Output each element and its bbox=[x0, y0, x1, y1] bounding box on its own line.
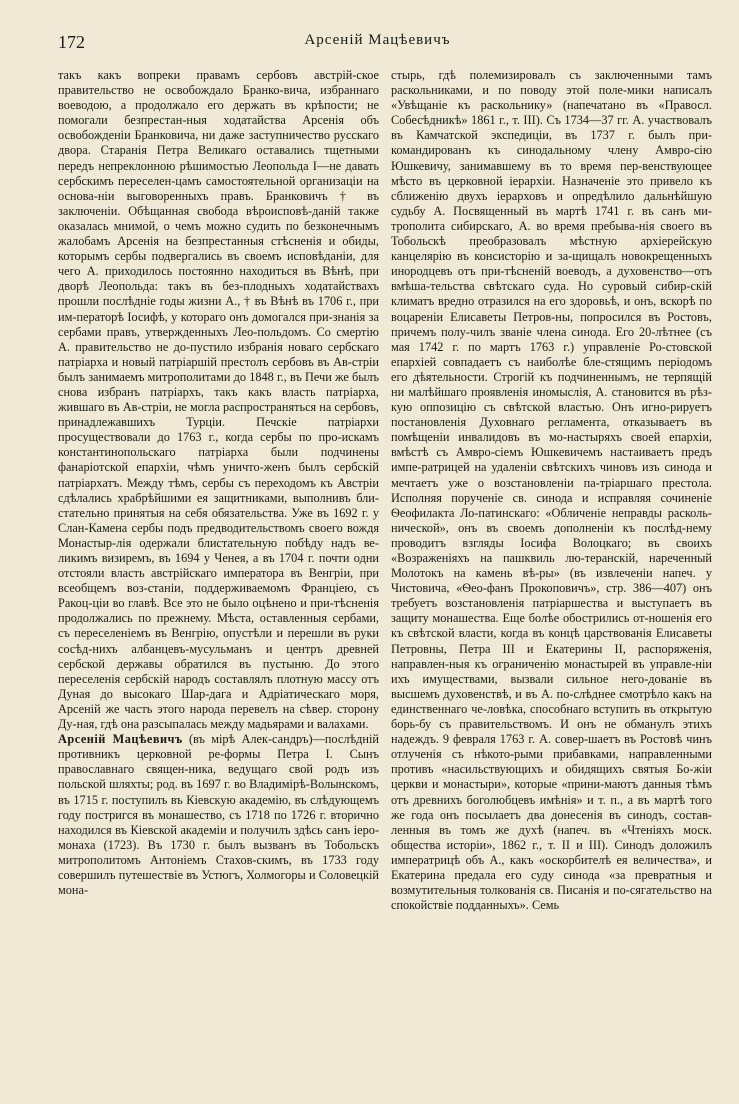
right-column bbox=[391, 68, 712, 1078]
left-column bbox=[58, 68, 379, 1078]
page-header bbox=[58, 32, 697, 56]
text-columns bbox=[58, 68, 712, 1078]
page-number: 172 bbox=[58, 32, 85, 52]
entry-text: (въ мірѣ Алек-сандръ)—послѣдній противникъ церковной ре-формы Петра I. Сынъ православнаго священ-ника, ведущаго свой родъ изъ польской шляхты; род. въ 1697 г. во Владимірѣ-Волынскомъ, въ 1715 г. поступилъ въ Кіевскую академію, въ слѣдующемъ году постригся въ монашество, съ 1718 по 1726 г. вторично находился въ Кіевской академіи и получилъ здѣсь санъ іеро-монаха (1723). Въ 1730 г. былъ вызванъ въ Тобольскъ митрополитомъ Антоніемъ Стахов-скимъ, въ 1733 году совершилъ путешествіе въ Устюгъ, Холмогоры и Соловецкій мона- bbox=[58, 732, 379, 898]
entry-headword: Арсеній Мацѣевичъ bbox=[58, 732, 183, 747]
left-paragraph-2 bbox=[58, 732, 379, 898]
left-paragraph-1: такъ какъ вопреки правамъ сербовъ австрій-ское правительство не освобождало Бранко-вича, избраннаго воеводою, а продолжало его держать въ крѣпости; не помогали безпрестан-ныя ходатайства Арсенія объ освобожденіи Бранковича, ни даже заступничество русскаго двора. Старанія Петра Великаго оставались тщетными передъ непреклонною рѣшимостью Леопольда I—не давать сербскимъ переселен-цамъ самостоятельной организаціи на основа-ніи выговоренныхъ правъ. Бранковичъ † въ заключеніи. Обѣщанная свобода вѣроисповѣ-даній также оказалась мнимой, о чемъ можно судить по безконечнымъ жалобамъ Арсенія на безпрестанныя стѣсненія и обиды, которымъ сербы подвергались въ своемъ исповѣданіи, для чего А. приходилось постоянно находиться въ Вѣнѣ, при дворѣ Леопольда: такъ въ без-плодныхъ ходатайствахъ прошли послѣдніе годы жизни А., † въ Вѣнѣ въ 1706 г., при им-ператорѣ Іосифѣ, у котораго онъ домогался при-знанія за сербами правъ, утвержденныхъ Лео-польдомъ. Со смертію А. правительство не до-пустило избранія новаго сербскаго патріарха и новый патріаршій престолъ сербовъ въ Ав-стріи былъ занимаемъ митрополитами до 1848 г., въ Печи же былъ снова избранъ патріархъ, такъ какъ власть патріарха, жившаго въ Ав-стріи, не могла распространяться на сербовъ, принадлежавшихъ Турціи. Печскіе патріархи просуществовали до 1763 г., когда сербы по про-искамъ константинопольскаго патріарха были подчинены фанаріотской епархіи, чѣмъ уничто-женъ былъ сербскій патріархатъ. Между тѣмъ, сербы съ переходомъ къ Австріи сдѣлались храбрѣйшими ея защитниками, выполнивъ бли-стательно принятыя на себя обязательства. Уже въ 1692 г. у Слан-Камена сербы подъ предводительствомъ своего вождя Монастыр-лія одержали блистательную побѣду надъ ве-ликимъ визиремъ, въ 1694 у Ченея, а въ 1704 г. почти одни отстояли власть австрійскаго императора въ Венгріи, при всеобщемъ воз-станіи, поддерживаемомъ Франціею, съ Ракоц-ціи во главѣ. Все это не было оцѣнено и при-тѣсненія продолжались по прежнему. Мѣста, оставленныя сербами, съ переселеніемъ въ Венгрію, опустѣли и перешли въ руки сосѣд-нихъ албанцевъ-мусульманъ и центръ древней сербской державы обратился въ пустыню. До этого переселенія сербскій народъ составлялъ плотную массу отъ Дуная до высокаго Шар-дага и Адріатическаго моря, Арсеній же часть этого народа перевелъ на сѣвер. сторону Ду-ная, гдѣ она разсыпалась между мадьярами и валахами. bbox=[58, 68, 379, 732]
running-title: Арсеній Мацѣевичъ bbox=[304, 32, 451, 48]
right-paragraph-1: стырь, гдѣ полемизировалъ съ заключенными тамъ раскольниками, и по поводу этой поле-мики написалъ «Увѣщаніе къ раскольнику» (напечатано въ «Правосл. Собесѣдникѣ» 1861 г., т. III). Съ 1734—37 гг. А. участвовалъ въ Камчатской экспедиціи, въ 1737 г. былъ при-командированъ къ синодальному члену Амвро-сію Юшкевичу, занимавшему въ то время пер-венствующее мѣсто въ церковной іерархіи. Назначеніе это привело къ сближенію двухъ іерарховъ и опредѣлило дальнѣйшую судьбу А. Посвященный въ мартѣ 1741 г. въ санъ ми-трополита сибирскаго, А. во время пребыва-нія своего въ Тобольскѣ преобразовалъ мѣстную архіерейскую канцелярію въ консисторію и за-щищалъ новокрещенныхъ инородцевъ отъ при-тѣсненій воеводъ, а духовенство—отъ вмѣша-тельства свѣтскаго суда. Но суровый сибир-скій климатъ вредно отразился на его здоровьѣ, и онъ, вскорѣ по воцареніи Елисаветы Петров-ны, попросился въ Ростовъ, причемъ полу-чилъ званіе члена синода. Его 20-лѣтнее (съ мая 1742 г. по мартъ 1763 г.) управленіе Ро-стовской епархіей совпадаетъ съ наиболѣе бле-стящимъ періодомъ его дѣятельности. Строгій къ подчиненнымъ, не терпящій ни малѣйшаго проявленія иномыслія, А. становится въ рѣз-кую оппозицію съ свѣтской властью. Онъ игно-рируетъ постановленія Духовнаго регламента, отказываетъ въ помѣщеніи инвалидовъ въ мо-настыряхъ своей епархіи, вмѣстѣ съ Амвро-сіемъ Юшкевичемъ настаиваетъ предъ импе-ратрицей на удаленіи свѣтскихъ чиновъ изъ синода и мечтаетъ уже о возстановленіи па-тріаршаго престола. Исполняя порученіе св. синода и исправляя сочиненіе Ѳеофилакта Ло-патинскаго: «Обличеніе неправды расколь-нической», онъ въ своемъ дополненіи къ послѣд-нему проводитъ взгляды Іосифа Волоцкаго; въ своихъ «Возраженіяхъ на пашквиль лю-теранскій, нареченный Молотокъ на камень вѣ-ры» (въ извлеченіи напеч. у Чистовича, «Ѳео-фанъ Прокоповичъ», стр. 386—407) онъ требуетъ возстановленія патріаршества и выступаетъ въ защиту монашества. Еще болѣе обострились от-ношенія его къ свѣтской власти, когда въ концѣ царствованія Елисаветы Петровны, Петра III и Екатерины II, распоряженія, направлен-ныя къ ограниченію монастырей въ управле-ніи ихъ имуществами, вызвали сильное него-дованіе въ высшемъ духовенствѣ, и въ А. по-слѣднее смотрѣло какъ на единственнаго че-ловѣка, способнаго вступить въ открытую борь-бу съ правительствомъ. И онъ не обманулъ этихъ надеждъ. 9 февраля 1763 г. А. совер-шаетъ въ Ростовѣ чинъ отлученія съ нѣкото-рыми прибавками, направленными противъ «насильствующихъ и обидящихъ святыя Бо-жіи церкви и монастыри», которые «прини-маютъ данныя тѣмъ отъ древнихъ боголюбцевъ имѣнія» и т. п., а въ мартѣ того же года онъ посылаетъ два донесенія въ синодъ, состав-ленныя въ томъ же духѣ (напеч. въ «Чтеніяхъ моск. общества исторіи», 1862 г., т. II и III). Синодъ доложилъ императрицѣ объ А., какъ «оскорбителѣ ея величества», и Екатерина предала его суду синода «за превратныя и возмутительныя толкованія св. Писанія и по-сягательство на спокойствіе подданныхъ». Семь bbox=[391, 68, 712, 913]
